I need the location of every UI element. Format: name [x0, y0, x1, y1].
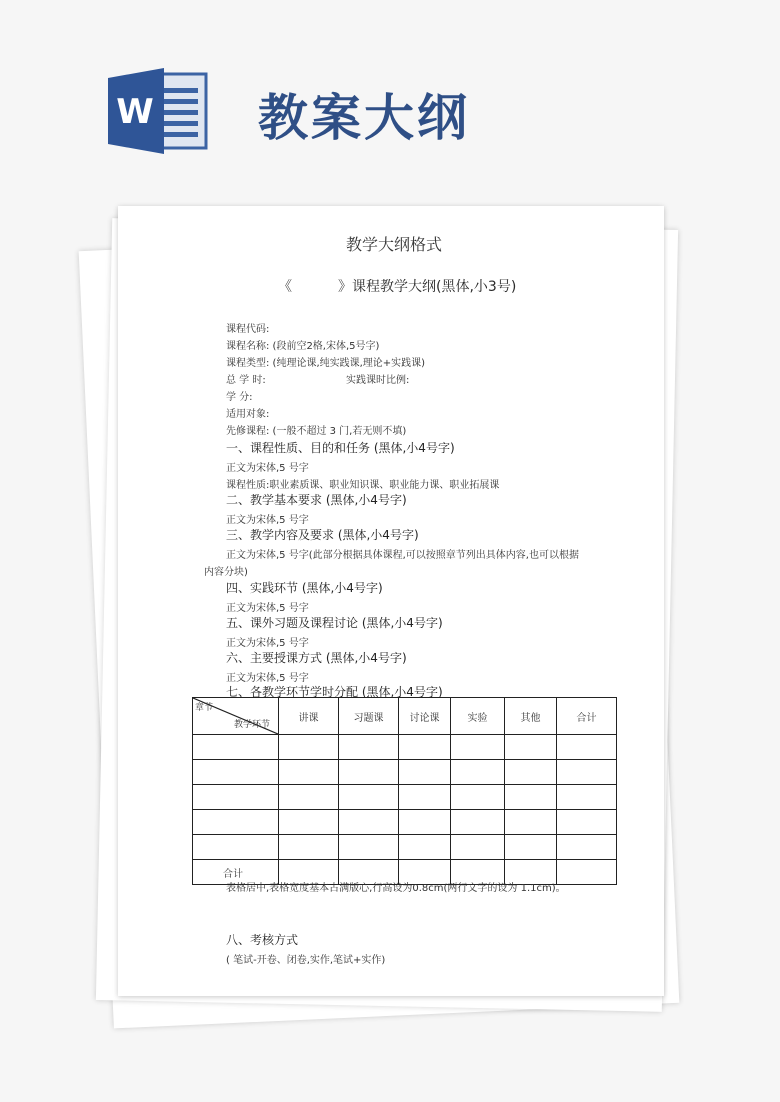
table-row [193, 735, 617, 760]
col-header-discussion: 讨论课 [399, 698, 451, 735]
section-5-body: 正文为宋体,5 号字 [226, 638, 309, 649]
table-cell[interactable] [505, 785, 557, 810]
col-header-total: 合计 [557, 698, 617, 735]
table-cell[interactable] [399, 785, 451, 810]
section-7-heading: 七、各教学环节学时分配 (黑体,小4号字) [226, 685, 443, 699]
table-cell[interactable] [557, 810, 617, 835]
field-audience: 适用对象: [226, 409, 270, 420]
section-5-heading: 五、课外习题及课程讨论 (黑体,小4号字) [226, 616, 443, 630]
field-prerequisites: 先修课程: (一般不超过 3 门,若无则不填) [226, 426, 407, 437]
brand-title: 教案大纲 [258, 89, 470, 147]
table-cell[interactable] [399, 810, 451, 835]
col-header-other: 其他 [505, 698, 557, 735]
section-6-heading: 六、主要授课方式 (黑体,小4号字) [226, 651, 407, 665]
field-course-name: 课程名称: (段前空2格,宋体,5号字) [226, 341, 380, 352]
section-3-body-line1: 正文为宋体,5 号字(此部分根据具体课程,可以按照章节列出具体内容,也可以根据 [226, 550, 579, 561]
field-course-code: 课程代码: [226, 324, 270, 335]
table-cell[interactable] [193, 735, 279, 760]
table-cell[interactable] [279, 810, 339, 835]
table-cell[interactable] [339, 735, 399, 760]
table-cell[interactable] [399, 835, 451, 860]
course-title-open-bracket: 《 [278, 279, 292, 295]
corner-label-teaching-stage: 教学环节 [233, 720, 270, 730]
section-1-heading: 一、课程性质、目的和任务 (黑体,小4号字) [226, 441, 455, 455]
section-1-course-nature: 课程性质:职业素质课、职业知识课、职业能力课、职业拓展课 [226, 480, 500, 491]
table-cell[interactable] [451, 785, 505, 810]
table-cell[interactable] [399, 760, 451, 785]
table-header-row [193, 698, 617, 735]
table-cell[interactable] [451, 760, 505, 785]
table-row [193, 810, 617, 835]
table-row [193, 785, 617, 810]
table-cell[interactable] [451, 735, 505, 760]
field-course-type: 课程类型: (纯理论课,纯实践课,理论+实践课) [226, 358, 426, 369]
table-cell[interactable] [193, 835, 279, 860]
table-cell[interactable] [399, 735, 451, 760]
col-header-lecture: 讲课 [279, 698, 339, 735]
table-cell[interactable] [339, 785, 399, 810]
table-cell[interactable] [557, 760, 617, 785]
section-4-heading: 四、实践环节 (黑体,小4号字) [226, 581, 383, 595]
logo-letter: W [116, 92, 154, 132]
table-corner-cell [193, 698, 279, 735]
section-3-heading: 三、教学内容及要求 (黑体,小4号字) [226, 528, 419, 542]
col-header-exercise: 习题课 [339, 698, 399, 735]
table-cell[interactable] [505, 735, 557, 760]
field-total-hours: 总 学 时: [226, 375, 266, 386]
table-cell[interactable] [279, 735, 339, 760]
table-cell[interactable] [279, 760, 339, 785]
section-4-body: 正文为宋体,5 号字 [226, 603, 309, 614]
table-cell[interactable] [557, 835, 617, 860]
table-format-note: 表格居中,表格宽度基本占满版心,行高设为0.8cm(两行文字的设为 1.1cm)。 [226, 883, 566, 894]
course-title: 》课程教学大纲(黑体,小3号) [338, 279, 517, 295]
table-cell[interactable] [193, 760, 279, 785]
total-row-label: 合计 [193, 860, 279, 885]
section-8-heading: 八、考核方式 [226, 933, 299, 947]
table-cell[interactable] [193, 785, 279, 810]
table-row [193, 760, 617, 785]
section-2-body: 正文为宋体,5 号字 [226, 515, 309, 526]
field-practice-ratio: 实践课时比例: [346, 375, 410, 386]
table-cell[interactable] [505, 835, 557, 860]
table-cell[interactable] [451, 810, 505, 835]
table-row [193, 835, 617, 860]
table-cell[interactable] [279, 785, 339, 810]
table-cell[interactable] [451, 835, 505, 860]
field-credits: 学 分: [226, 392, 253, 403]
table-cell[interactable] [557, 785, 617, 810]
col-header-experiment: 实验 [451, 698, 505, 735]
table-cell[interactable] [557, 735, 617, 760]
table-cell[interactable] [505, 810, 557, 835]
section-2-heading: 二、教学基本要求 (黑体,小4号字) [226, 493, 407, 507]
section-6-body: 正文为宋体,5 号字 [226, 673, 309, 684]
table-cell[interactable] [193, 810, 279, 835]
section-1-body: 正文为宋体,5 号字 [226, 463, 309, 474]
corner-label-chapter: 章节 [195, 703, 214, 713]
table-cell[interactable] [505, 760, 557, 785]
section-8-body: ( 笔试-开卷、闭卷,实作,笔试+实作) [226, 955, 386, 966]
word-logo-icon [108, 68, 208, 154]
section-3-body-line2: 内容分块) [204, 567, 248, 578]
document-page [118, 206, 664, 996]
table-cell[interactable] [339, 760, 399, 785]
table-cell[interactable] [279, 835, 339, 860]
table-cell[interactable] [339, 835, 399, 860]
table-cell[interactable] [339, 810, 399, 835]
document-title: 教学大纲格式 [346, 235, 443, 254]
hours-allocation-table [192, 697, 617, 885]
